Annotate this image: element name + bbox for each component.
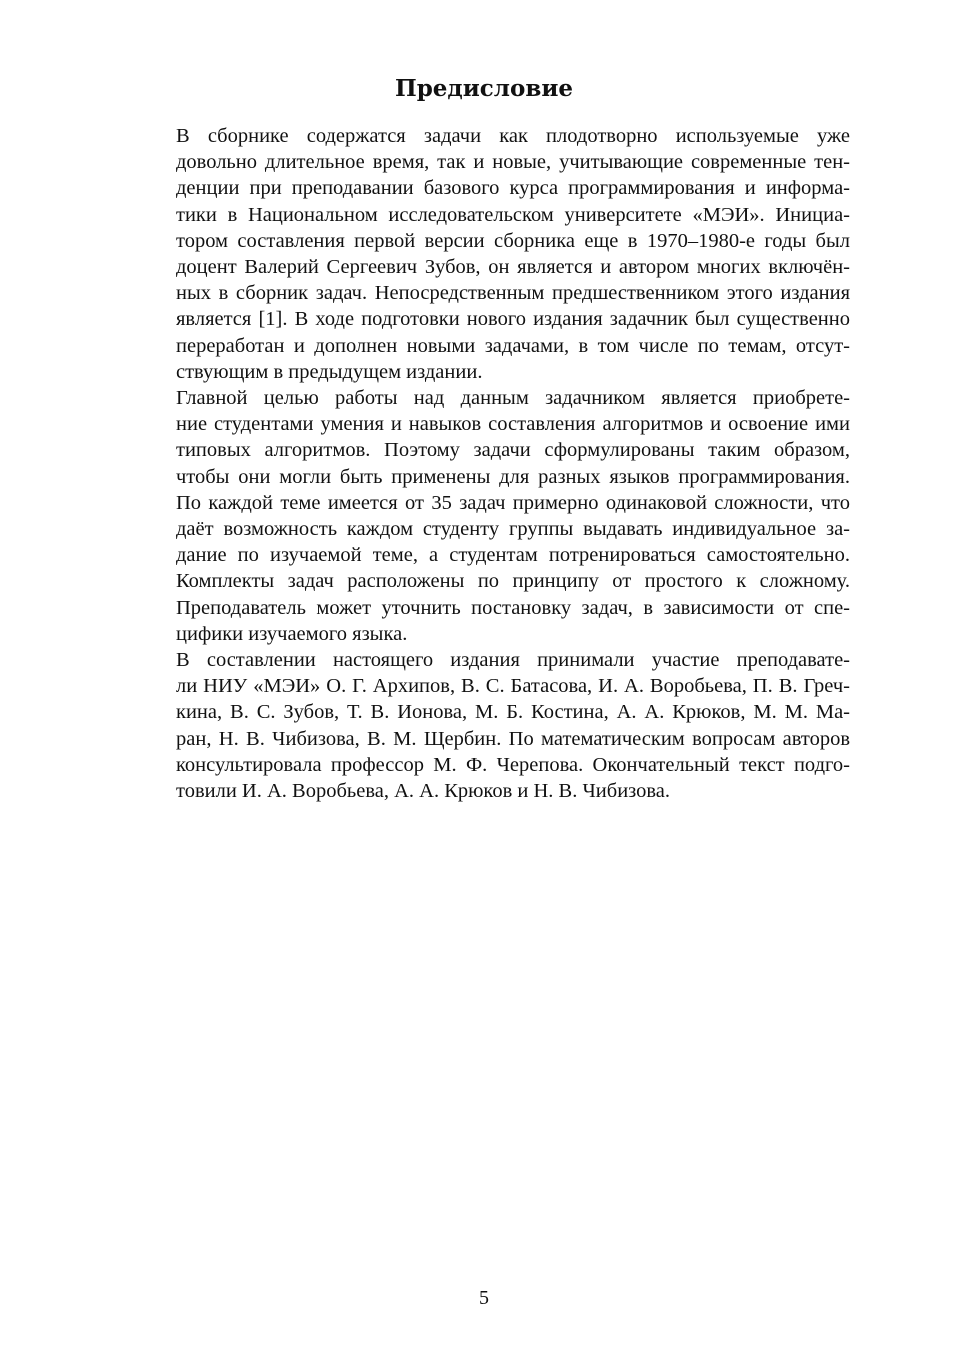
paragraph-line: даёт возможность каждом студенту группы выдавать индивидуальное за- bbox=[176, 518, 850, 541]
paragraph-line: переработан и дополнен новыми задачами, в том числе по темам, отсут- bbox=[176, 334, 850, 357]
paragraph-line: является [1]. В ходе подготовки нового издания задачник был существенно bbox=[176, 308, 850, 331]
paragraph-line: В составлении настоящего издания принимали участие преподавате- bbox=[176, 649, 850, 672]
paragraph-line: ние студентами умения и навыков составления алгоритмов и освоение ими bbox=[176, 413, 850, 436]
paragraph-line: Комплекты задач расположены по принципу от простого к сложному. bbox=[176, 570, 850, 593]
page-title: Предисловие bbox=[394, 75, 574, 102]
paragraph-line: товили И. А. Воробьева, А. А. Крюков и Н. В. Чибизова. bbox=[176, 780, 671, 803]
page-number: 5 bbox=[479, 1287, 489, 1309]
paragraph-line: ствующим в предыдущем издании. bbox=[176, 360, 483, 383]
paragraph-line: тором составления первой версии сборника еще в 1970–1980-е годы был bbox=[176, 229, 850, 252]
paragraph-line: денции при преподавании базового курса программирования и информа- bbox=[176, 177, 850, 200]
paragraph-line: чтобы они могли быть применены для разных языков программирования. bbox=[176, 465, 850, 488]
preface-body bbox=[118, 123, 850, 804]
paragraph-2 bbox=[118, 385, 850, 647]
paragraph-line: тики в Национальном исследовательском университете «МЭИ». Инициа- bbox=[176, 203, 850, 226]
paragraph-line: Преподаватель может уточнить постановку задач, в зависимости от спе- bbox=[176, 596, 850, 619]
paragraph-line: доцент Валерий Сергеевич Зубов, он является и автором многих включён- bbox=[176, 256, 850, 279]
paragraph-line: довольно длительное время, так и новые, учитывающие современные тен- bbox=[176, 151, 850, 174]
paragraph-line: консультировала профессор М. Ф. Черепова. Окончательный текст подго- bbox=[176, 753, 850, 776]
paragraph-line: кина, В. С. Зубов, Т. В. Ионова, М. Б. Костина, А. А. Крюков, М. М. Ма- bbox=[176, 701, 850, 724]
paragraph-line: типовых алгоритмов. Поэтому задачи сформулированы таким образом, bbox=[176, 439, 850, 462]
paragraph-3 bbox=[118, 647, 850, 804]
paragraph-line: ных в сборник задач. Непосредственным предшественником этого издания bbox=[176, 282, 850, 305]
paragraph-line: цифики изучаемого языка. bbox=[176, 622, 408, 645]
paragraph-line: ран, Н. В. Чибизова, В. М. Щербин. По математическим вопросам авторов bbox=[176, 727, 850, 750]
paragraph-line: Главной целью работы над данным задачником является приобрете- bbox=[176, 387, 850, 410]
paragraph-line: По каждой теме имеется от 35 задач примерно одинаковой сложности, что bbox=[176, 491, 850, 514]
paragraph-line: ли НИУ «МЭИ» О. Г. Архипов, В. С. Батасова, И. А. Воробьева, П. В. Греч- bbox=[176, 675, 850, 698]
paragraph-line: дание по изучаемой теме, а студентам потренироваться самостоятельно. bbox=[176, 544, 850, 567]
paragraph-line: В сборнике содержатся задачи как плодотворно используемые уже bbox=[176, 125, 850, 147]
paragraph-1 bbox=[118, 123, 850, 385]
